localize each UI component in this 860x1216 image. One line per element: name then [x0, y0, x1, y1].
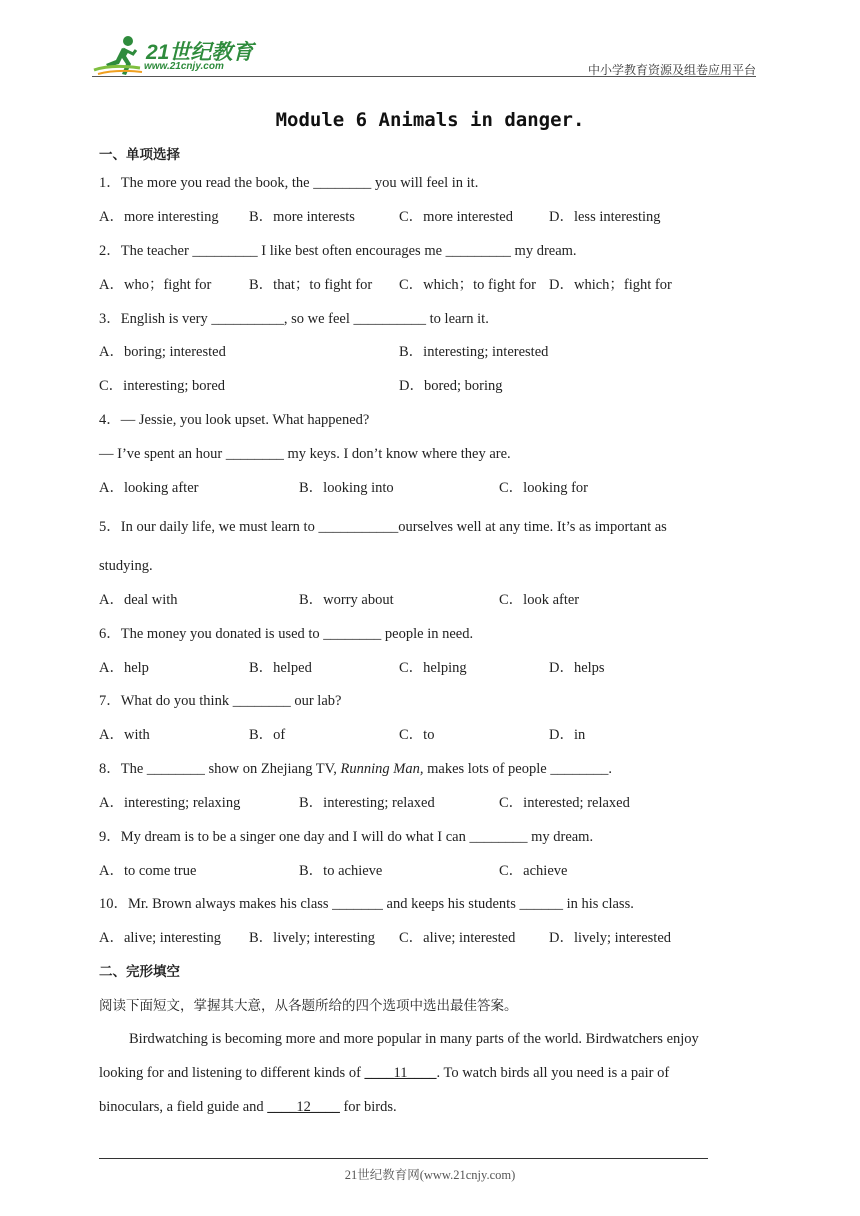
question-stem: 1．The more you read the book, the ________ you will feel in it. — [99, 175, 479, 191]
option: D．lively; interested — [549, 930, 672, 946]
passage-text: binoculars, a field guide and — [99, 1099, 268, 1115]
section-heading-cloze: 二、完形填空 — [99, 964, 180, 980]
passage-line: Birdwatching is becoming more and more popular in many parts of the world. Birdwatchers enjoy — [129, 1031, 699, 1047]
option: B．more interests — [249, 209, 355, 225]
question-stem — [99, 760, 612, 778]
option: B．interesting; relaxed — [299, 795, 435, 811]
option: D．bored; boring — [399, 378, 503, 394]
question-stem-continued: — I’ve spent an hour ________ my keys. I don’t know where they are. — [99, 446, 511, 462]
option: A．looking after — [99, 480, 199, 496]
option: C．alive; interested — [399, 930, 516, 946]
question-stem: 4．— Jessie, you look upset. What happened? — [99, 412, 370, 428]
option: A．help — [99, 660, 149, 676]
option: A．alive; interesting — [99, 930, 222, 946]
show-title: Running Man, — [340, 761, 424, 777]
option: C．achieve — [499, 863, 568, 879]
header-divider — [92, 76, 756, 77]
option: B．lively; interesting — [249, 930, 376, 946]
option: B．helped — [249, 660, 312, 676]
blank-12: ____12____ — [267, 1099, 340, 1115]
option: A．to come true — [99, 863, 197, 879]
footer-text: 21世纪教育网(www.21cnjy.com) — [344, 1168, 516, 1182]
option: A．interesting; relaxing — [99, 795, 241, 811]
option: D．in — [549, 727, 586, 743]
cloze-instruction: 阅读下面短文，掌握其大意，从各题所给的四个选项中选出最佳答案。 — [99, 998, 518, 1014]
option: C．interesting; bored — [99, 378, 226, 394]
option: C．helping — [399, 660, 467, 676]
option: B．to achieve — [299, 863, 383, 879]
option: A．with — [99, 727, 150, 743]
question-stem: 9．My dream is to be a singer one day and I will do what I can ________ my dream. — [99, 829, 594, 845]
question-stem-continued: studying. — [99, 558, 153, 574]
question-stem: 3．English is very __________, so we feel __________ to learn it. — [99, 311, 489, 327]
option: B．looking into — [299, 480, 394, 496]
question-stem: 6．The money you donated is used to ________ people in need. — [99, 626, 474, 642]
question-stem: 5．In our daily life, we must learn to ___________ourselves well at any time. It’s as important as — [99, 519, 667, 535]
option: B．that；to fight for — [249, 277, 373, 293]
logo-url: www.21cnjy.com — [144, 61, 224, 72]
stem-part: makes lots of people ________. — [423, 761, 612, 777]
option: C．looking for — [499, 480, 589, 496]
footer-divider — [99, 1158, 708, 1159]
option: B．interesting; interested — [399, 344, 549, 360]
option: A．more interesting — [99, 209, 219, 225]
option: B．worry about — [299, 592, 394, 608]
passage-text: . To watch birds all you need is a pair of — [436, 1065, 670, 1081]
option: C．interested; relaxed — [499, 795, 630, 811]
option: C．more interested — [399, 209, 513, 225]
option: C．look after — [499, 592, 580, 608]
passage-text: for birds. — [339, 1099, 397, 1115]
option: C．to — [399, 727, 435, 743]
passage-line — [99, 1064, 669, 1082]
page-title: Module 6 Animals in danger. — [275, 109, 585, 131]
option: A．who；fight for — [99, 277, 212, 293]
question-stem: 2．The teacher _________ I like best often encourages me _________ my dream. — [99, 243, 577, 259]
question-stem: 7．What do you think ________ our lab? — [99, 693, 342, 709]
option: A．deal with — [99, 592, 178, 608]
passage-text: looking for and listening to different kinds of — [99, 1065, 365, 1081]
option: D．helps — [549, 660, 605, 676]
option: B．of — [249, 727, 286, 743]
passage-line — [99, 1098, 397, 1116]
stem-part: 8．The ________ show on Zhejiang TV, — [99, 761, 341, 777]
platform-label: 中小学教育资源及组卷应用平台 — [587, 63, 756, 77]
runner-logo-icon — [92, 34, 148, 78]
option: C．which；to fight for — [399, 277, 536, 293]
blank-11: ____11____ — [364, 1065, 437, 1081]
option: A．boring; interested — [99, 344, 226, 360]
question-stem: 10．Mr. Brown always makes his class _______ and keeps his students ______ in his class. — [99, 896, 634, 912]
section-heading-single-choice: 一、单项选择 — [99, 147, 180, 163]
page-header — [92, 34, 756, 80]
logo-text: 21世纪教育 — [146, 41, 254, 64]
logo — [92, 34, 272, 78]
option: D．less interesting — [549, 209, 661, 225]
option: D．which；fight for — [549, 277, 672, 293]
